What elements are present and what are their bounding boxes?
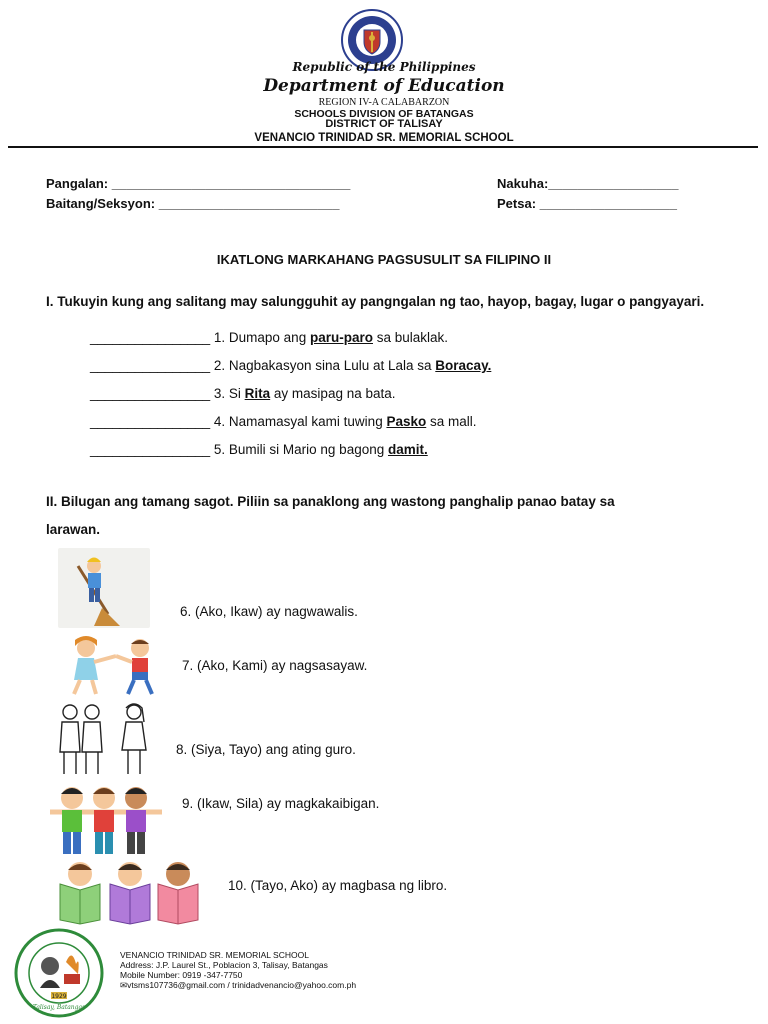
part1-item [90, 442, 428, 457]
teachers-icon [56, 700, 158, 778]
part2-item-6: 6. (Ako, Ikaw) ay nagwawalis. [180, 604, 358, 619]
grade-section-field[interactable]: Baitang/Seksyon: _________________________ [46, 196, 340, 211]
item-text: 5. Bumili si Mario ng bagong [210, 442, 388, 457]
underlined-word: Boracay. [435, 358, 492, 373]
region-text: REGION IV-A CALABARZON [318, 97, 450, 108]
friends-icon [46, 782, 166, 856]
item-text: 2. Nagbakasyon sina Lulu at Lala sa [210, 358, 436, 373]
item-text: sa bulaklak. [372, 330, 449, 345]
part2-item-7: 7. (Ako, Kami) ay nagsasayaw. [182, 658, 368, 673]
kids-reading-icon [54, 860, 206, 926]
underlined-word: paru-paro [309, 330, 373, 345]
item-text: ay masipag na bata. [270, 386, 396, 401]
exam-title: IKATLONG MARKAHANG PAGSUSULIT SA FILIPINO II [216, 252, 552, 267]
school-logo-icon [14, 928, 104, 1018]
footer-mobile: Mobile Number: 0919 -347-7750 [120, 970, 243, 980]
boy-sweeping-icon [58, 548, 150, 628]
answer-blank[interactable]: ________________ [90, 442, 211, 457]
logo-place: Talisay, Batangas [32, 1004, 86, 1011]
logo-year: 1929 [51, 993, 67, 1000]
item-text: 3. Si [210, 386, 245, 401]
item-text: 1. Dumapo ang [210, 330, 310, 345]
score-field[interactable]: Nakuha:__________________ [497, 176, 679, 191]
footer-address: Address: J.P. Laurel St., Poblacion 3, Talisay, Batangas [120, 960, 328, 970]
answer-blank[interactable]: ________________ [90, 330, 211, 345]
footer-school: VENANCIO TRINIDAD SR. MEMORIAL SCHOOL [120, 950, 309, 960]
underlined-word: damit. [387, 442, 428, 457]
header-divider [8, 146, 758, 148]
underlined-word: Rita [244, 386, 271, 401]
footer-email-text[interactable]: vtsms107736@gmail.com / trinidadvenancio@yahoo.com.ph [127, 980, 357, 990]
answer-blank[interactable]: ________________ [90, 414, 211, 429]
name-field[interactable]: Pangalan: _________________________________ [46, 176, 351, 191]
email-icon: ✉ [120, 980, 128, 990]
division-text: SCHOOLS DIVISION OF BATANGAS [294, 108, 474, 120]
kids-dancing-icon [60, 634, 168, 696]
part2-item-10: 10. (Tayo, Ako) ay magbasa ng libro. [228, 878, 448, 893]
part1-item [90, 358, 491, 373]
part2-item-9: 9. (Ikaw, Sila) ay magkakaibigan. [182, 796, 380, 811]
answer-blank[interactable]: ________________ [90, 358, 211, 373]
department-name: Department of Education [263, 76, 505, 96]
answer-blank[interactable]: ________________ [90, 386, 211, 401]
part1-item [90, 330, 448, 345]
item-text: sa mall. [426, 414, 477, 429]
part1-item [90, 386, 396, 401]
item-text: 4. Namamasyal kami tuwing [210, 414, 387, 429]
district-text: DISTRICT OF TALISAY [325, 118, 443, 130]
part2-instruction: II. Bilugan ang tamang sagot. Piliin sa panaklong ang wastong panghalip panao batay sa [46, 494, 615, 509]
footer-email [120, 980, 356, 990]
republic-text: Republic of the Philippines [292, 60, 476, 74]
part1-instruction: I. Tukuyin kung ang salitang may salungguhit ay pangngalan ng tao, hayop, bagay, lugar o pangyayari. [46, 294, 705, 309]
part2-item-8: 8. (Siya, Tayo) ang ating guro. [176, 742, 356, 757]
date-field[interactable]: Petsa: ___________________ [497, 196, 678, 211]
underlined-word: Pasko [386, 414, 427, 429]
part1-item [90, 414, 477, 429]
part2-instruction-cont: larawan. [46, 522, 101, 537]
school-name: VENANCIO TRINIDAD SR. MEMORIAL SCHOOL [254, 132, 514, 144]
